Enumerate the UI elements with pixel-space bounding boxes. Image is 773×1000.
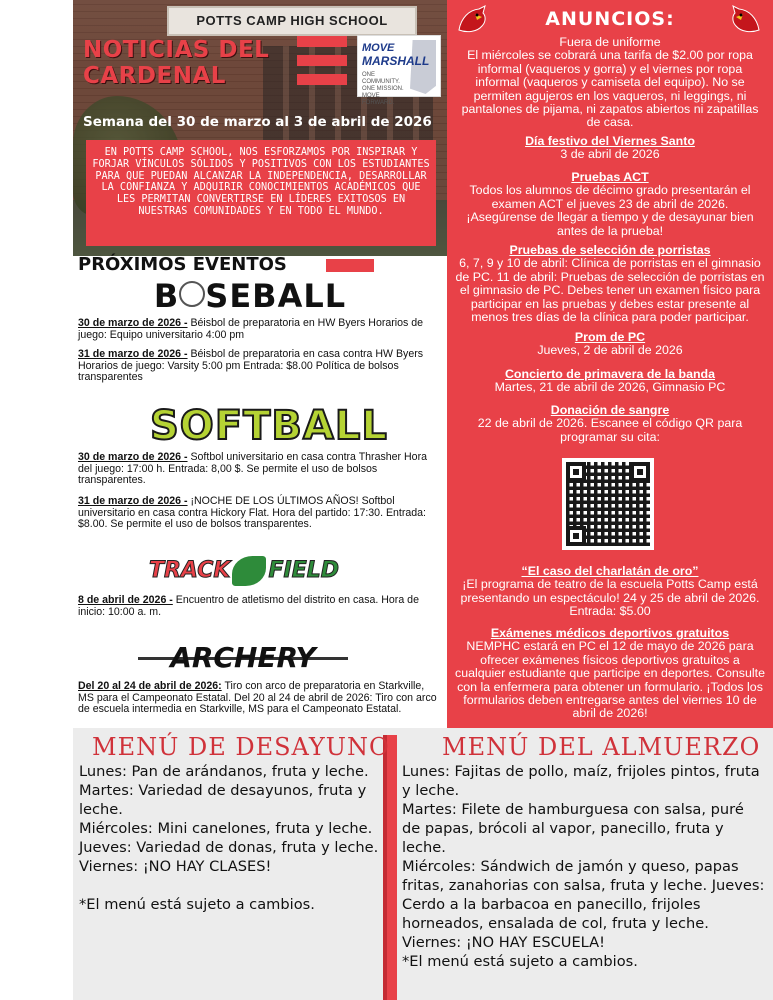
winged-shoe-icon <box>232 556 266 586</box>
announcement-item <box>455 627 765 721</box>
archery-logo <box>138 638 348 678</box>
announcement-title: Donación de sangre <box>550 403 670 417</box>
menu-disclaimer: *El menú está sujeto a cambios. <box>402 953 638 970</box>
event-item <box>78 496 440 531</box>
announcement-text: Martes, 21 de abril de 2026, Gimnasio PC <box>494 380 726 395</box>
menu-line: Viernes: ¡NO HAY CLASES! <box>79 858 272 875</box>
event-text: Béisbol de preparatoria en HW Byers Horarios de juego: Equipo universitario 4:00 pm <box>78 317 424 341</box>
announcement-item <box>455 36 765 130</box>
event-item <box>78 452 440 487</box>
announcement-item <box>455 244 765 324</box>
move-marshall-logo <box>357 35 441 106</box>
event-text: Béisbol de preparatoria en casa contra HW Byers Horarios de juego: Varsity 5:00 pm Entrada: $8.00 Política de bolsos transparentes <box>78 348 424 384</box>
announcements-heading: ANUNCIOS: <box>545 8 675 30</box>
title-accent-bars <box>297 36 347 93</box>
title-line-1: NOTICIAS DEL <box>83 37 270 63</box>
announcement-title: Exámenes médicos deportivos gratuitos <box>490 626 730 640</box>
announcement-item <box>455 331 765 358</box>
qr-finder <box>630 462 650 482</box>
announcement-item <box>455 368 765 395</box>
track-logo-b: FIELD <box>268 558 340 583</box>
event-item <box>78 318 440 341</box>
softball-logo: SOFTBALL <box>150 403 388 449</box>
menu-line: Martes: Filete de hamburguesa con salsa, puré de papas, brócoli al vapor, panecillo, fruta y leche. <box>402 801 744 856</box>
breakfast-menu-title: MENÚ DE DESAYUNO <box>92 733 390 761</box>
menu-line: Miércoles: Sándwich de jamón y queso, papas fritas, zanahorias con salsa, fruta y leche. Jueves: Cerdo a la barbacoa en panecillo, frijoles horneados, ensalada de col, fruta y leche. <box>402 858 765 932</box>
announcement-text: El miércoles se cobrará una tarifa de $2.00 por ropa informal (vaqueros y gorra) y el viernes por ropa informal (vaqueros y camiseta del equipo). No se permiten agujeros en los vaqueros, ni leggings, ni pantalones de pijama, ni zapatos abiertos ni zapatillas de casa. <box>461 48 759 130</box>
logo-tagline: ONE COMMUNITY. ONE MISSION. MOVE FORWARD. <box>362 72 404 106</box>
announcement-text: NEMPHC estará en PC el 12 de mayo de 2026 para ofrecer exámenes físicos deportivos gratuitos a cualquier estudiante que participe en deportes. Consulte con la enfermera para obtener un formulario. ¡Todos los formularios deben entregarse antes del viernes 10 de abril de 2026! <box>455 639 765 721</box>
archery-logo-text: ARCHERY <box>170 641 316 674</box>
baseball-logo <box>146 278 354 314</box>
event-item <box>78 349 440 384</box>
event-text: Tiro con arco de preparatoria en Starkville, MS para el Campeonato Estatal. Del 20 al 24 de abril de 2026: Tiro con arco de escuela intermedia en Starkville, MS para el Campeonato Estatal. <box>78 680 437 716</box>
menu-line: Lunes: Pan de arándanos, fruta y leche. <box>79 763 369 780</box>
mission-statement: EN POTTS CAMP SCHOOL, NOS ESFORZAMOS POR INSPIRAR Y FORJAR VÍNCULOS SÓLIDOS Y POSITIVOS CON LOS ESTUDIANTES PARA QUE PUEDAN ALCANZAR LA INDEPENDENCIA, DESARROLLAR LA CONFIANZA Y ADQUIRIR CONOCIMIENTOS ACADÉMICOS QUE LES PERMITAN CONVERTIRSE EN LÍDERES EXITOSOS EN NUESTRAS COMUNIDADES Y EN TODO EL MUNDO. <box>86 140 436 246</box>
announcement-text: 3 de abril de 2026 <box>560 147 660 162</box>
announcement-item <box>455 565 765 619</box>
announcement-title: Día festivo del Viernes Santo <box>525 134 695 148</box>
newsletter-title <box>83 37 269 89</box>
event-text: Softbol universitario en casa contra Thrasher Hora del juego: 17:00 h. Entrada: 8,00 $. Se permite el uso de bolsos transparentes. <box>78 451 427 487</box>
event-item <box>78 681 440 716</box>
menu-divider <box>383 735 397 1000</box>
qr-finder <box>566 526 586 546</box>
announcement-item <box>455 171 765 238</box>
menu-disclaimer: *El menú está sujeto a cambios. <box>79 896 315 913</box>
announcement-text: 22 de abril de 2026. Escanee el código QR para programar su cita: <box>477 416 743 444</box>
announcements-panel <box>447 0 773 728</box>
announcement-title: Fuera de uniforme <box>559 35 661 49</box>
menu-line: Miércoles: Mini canelones, fruta y leche. <box>79 820 373 837</box>
announcement-text: 6, 7, 9 y 10 de abril: Clínica de porristas en el gimnasio de PC. 11 de abril: Pruebas de selección de porristas en el gimnasio de PC. Debes tener un examen físico para participar en las pruebas y debes estar presente al menos tres días de la clínica para poder participar. <box>455 256 765 325</box>
event-text: ¡NOCHE DE LOS ÚLTIMOS AÑOS! Softbol universitario en casa contra Hickory Flat. Hora del partido: 17:30. Entrada: $8.00. Se permite el uso de bolsos transparentes. <box>78 495 427 531</box>
menu-line: Jueves: Variedad de donas, fruta y leche. <box>79 839 379 856</box>
event-text: Encuentro de atletismo del distrito en casa. Hora de inicio: 10:00 a. m. <box>78 594 419 618</box>
menu-line: Viernes: ¡NO HAY ESCUELA! <box>402 934 605 951</box>
menu-line: Martes: Variedad de desayunos, fruta y leche. <box>79 782 367 818</box>
track-field-logo <box>144 552 344 590</box>
blood-drive-qr-code[interactable] <box>562 458 654 550</box>
event-date: 8 de abril de 2026 - <box>78 594 173 606</box>
week-range: Semana del 30 de marzo al 3 de abril de 2026 <box>83 114 432 130</box>
lunch-menu <box>402 762 766 971</box>
lunch-menu-title: MENÚ DEL ALMUERZO <box>442 733 761 761</box>
announcement-text: ¡El programa de teatro de la escuela Potts Camp está presentando un espectáculo! 24 y 25 de abril de 2026. Entrada: $5.00 <box>460 577 760 619</box>
events-heading: PRÓXIMOS EVENTOS <box>78 254 287 275</box>
school-sign: POTTS CAMP HIGH SCHOOL <box>167 6 417 36</box>
announcement-item <box>455 404 765 444</box>
announcement-title: Pruebas ACT <box>571 170 649 184</box>
announcement-item <box>455 135 765 162</box>
announcement-title: Pruebas de selección de porristas <box>509 243 711 257</box>
event-date: 31 de marzo de 2026 - <box>78 495 188 507</box>
announcement-title: Prom de PC <box>574 330 646 344</box>
announcement-text: Todos los alumnos de décimo grado presentarán el examen ACT el jueves 23 de abril de 2026. ¡Asegúrense de llegar a tiempo y de desayunar bien antes de la prueba! <box>466 183 754 238</box>
event-date: 31 de marzo de 2026 - <box>78 348 188 360</box>
breakfast-menu <box>79 762 379 914</box>
announcement-title: “El caso del charlatán de oro” <box>521 564 699 578</box>
event-date: Del 20 al 24 de abril de 2026: <box>78 680 222 692</box>
logo-line-2: MARSHALL <box>362 54 430 68</box>
announcement-text: Jueves, 2 de abril de 2026 <box>537 343 683 358</box>
title-line-2: CARDENAL <box>83 63 226 89</box>
baseball-icon <box>179 281 205 307</box>
event-date: 30 de marzo de 2026 - <box>78 451 188 463</box>
logo-line-1: MOVE <box>362 42 395 54</box>
event-date: 30 de marzo de 2026 - <box>78 317 188 329</box>
events-accent-bar <box>326 259 374 272</box>
qr-finder <box>566 462 586 482</box>
announcement-title: Concierto de primavera de la banda <box>504 367 716 381</box>
qr-pattern <box>566 462 650 546</box>
baseball-logo-rest: SEBALL <box>205 277 347 315</box>
menu-line: Lunes: Fajitas de pollo, maíz, frijoles pintos, fruta y leche. <box>402 763 760 799</box>
baseball-logo-b: B <box>153 277 180 315</box>
event-item <box>78 595 440 618</box>
track-logo-a: TRACK <box>148 558 231 583</box>
